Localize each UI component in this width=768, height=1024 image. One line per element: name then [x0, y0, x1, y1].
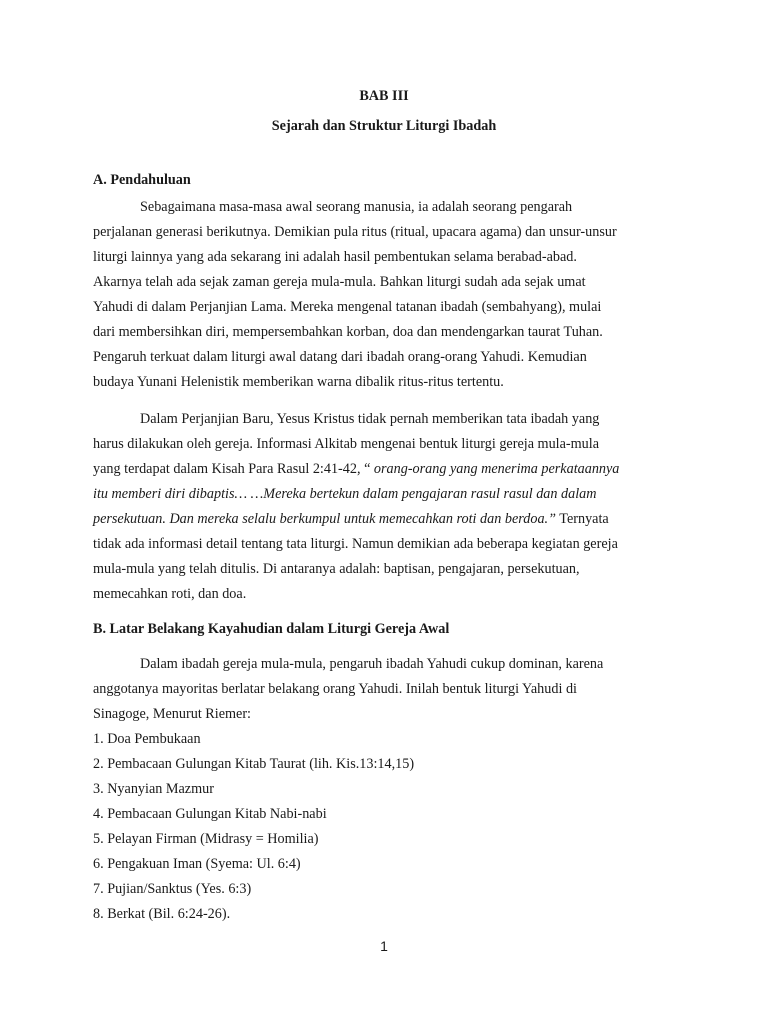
section-b-heading: B. Latar Belakang Kayahudian dalam Liturgi Gereja Awal [93, 621, 450, 637]
chapter-title: BAB III [359, 88, 409, 104]
paragraph-line: anggotanya mayoritas berlatar belakang orang Yahudi. Inilah bentuk liturgi Yahudi di [93, 681, 577, 697]
list-item: 5. Pelayan Firman (Midrasy = Homilia) [93, 831, 319, 847]
document-subtitle: Sejarah dan Struktur Liturgi Ibadah [271, 118, 497, 134]
paragraph-line: Yahudi di dalam Perjanjian Lama. Mereka mengenal tatanan ibadah (sembahyang), mulai [93, 299, 602, 315]
list-item: 7. Pujian/Sanktus (Yes. 6:3) [93, 881, 252, 897]
paragraph-text: Ternyata [555, 511, 609, 527]
list-item: 4. Pembacaan Gulungan Kitab Nabi-nabi [93, 806, 327, 822]
paragraph-text: yang terdapat dalam Kisah Para Rasul 2:41-42, “ [93, 461, 374, 477]
paragraph-line: Sinagoge, Menurut Riemer: [93, 706, 252, 722]
section-a-heading: A. Pendahuluan [93, 172, 191, 188]
scripture-quote: orang-orang yang menerima perkataannya [373, 461, 620, 477]
paragraph-line-with-quote [93, 510, 609, 528]
paragraph-line: Akarnya telah ada sejak zaman gereja mula-mula. Bahkan liturgi sudah ada sejak umat [93, 274, 586, 290]
page-number: 1 [380, 938, 388, 954]
paragraph-line: Pengaruh terkuat dalam liturgi awal datang dari ibadah orang-orang Yahudi. Kemudian [93, 349, 587, 365]
paragraph-line: Dalam ibadah gereja mula-mula, pengaruh ibadah Yahudi cukup dominan, karena [140, 656, 604, 672]
paragraph-line: tidak ada informasi detail tentang tata liturgi. Namun demikian ada beberapa kegiatan gereja [93, 536, 618, 552]
scripture-quote: itu memberi diri dibaptis… …Mereka bertekun dalam pengajaran rasul rasul dan dalam [93, 486, 597, 502]
list-item: 1. Doa Pembukaan [93, 731, 201, 747]
paragraph-line: mula-mula yang telah ditulis. Di antaranya adalah: baptisan, pengajaran, persekutuan, [93, 561, 580, 577]
paragraph-line: liturgi lainnya yang ada sekarang ini adalah hasil pembentukan selama berabad-abad. [93, 249, 577, 265]
paragraph-line-with-quote [93, 460, 619, 478]
list-item: 6. Pengakuan Iman (Syema: Ul. 6:4) [93, 856, 301, 872]
paragraph-line: dari membersihkan diri, mempersembahkan korban, doa dan mendengarkan taurat Tuhan. [93, 324, 603, 340]
paragraph-line: harus dilakukan oleh gereja. Informasi Alkitab mengenai bentuk liturgi gereja mula-mula [93, 436, 599, 452]
list-item: 8. Berkat (Bil. 6:24-26). [93, 906, 231, 922]
paragraph-line: perjalanan generasi berikutnya. Demikian pula ritus (ritual, upacara agama) dan unsur-unsur [93, 224, 617, 240]
paragraph-line: memecahkan roti, dan doa. [93, 586, 247, 602]
paragraph-line: budaya Yunani Helenistik memberikan warna dibalik ritus-ritus tertentu. [93, 374, 504, 390]
scripture-quote: persekutuan. Dan mereka selalu berkumpul untuk memecahkan roti dan berdoa.” [93, 511, 556, 527]
list-item: 2. Pembacaan Gulungan Kitab Taurat (lih. Kis.13:14,15) [93, 756, 415, 772]
paragraph-line: Dalam Perjanjian Baru, Yesus Kristus tidak pernah memberikan tata ibadah yang [140, 411, 600, 427]
paragraph-line: Sebagaimana masa-masa awal seorang manusia, ia adalah seorang pengarah [140, 199, 573, 215]
list-item: 3. Nyanyian Mazmur [93, 781, 214, 797]
